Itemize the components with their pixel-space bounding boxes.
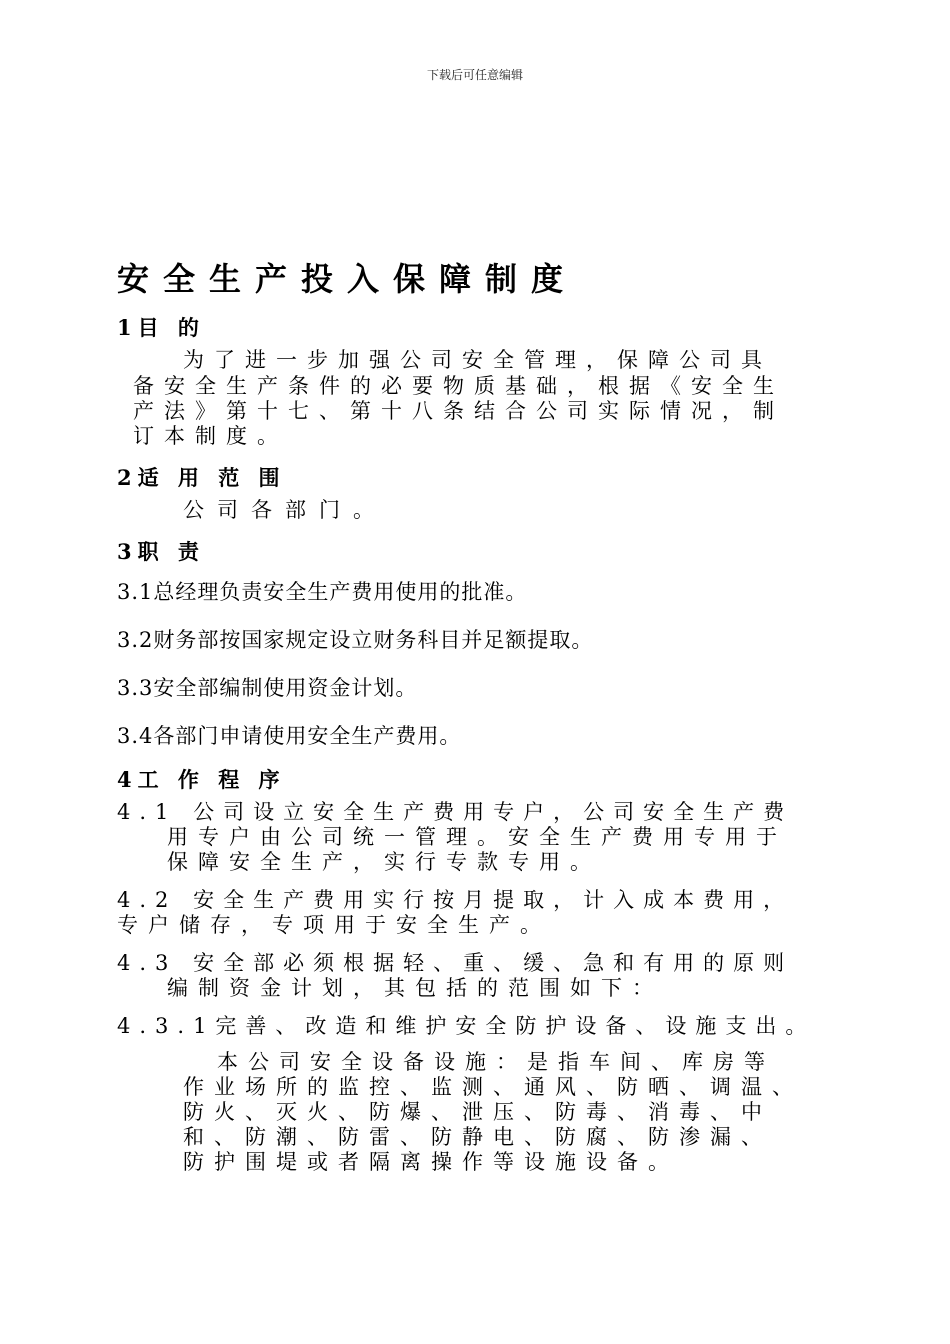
para-4-3-1-detail-2: 作业场所的监控、监测、通风、防晒、调温、 bbox=[183, 1075, 803, 1099]
section-3-item-1: 3.1总经理负责安全生产费用使用的批准。 bbox=[117, 580, 528, 604]
section-1-line-2: 备安全生产条件的必要物质基础，根据《安全生 bbox=[133, 374, 784, 398]
section-3-item-4: 3.4各部门申请使用安全生产费用。 bbox=[117, 724, 462, 748]
section-1-line-1: 为了进一步加强公司安全管理，保障公司具 bbox=[183, 348, 772, 372]
section-2-heading: 2适 用 范 围 bbox=[117, 465, 286, 490]
section-3-item-3: 3.3安全部编制使用资金计划。 bbox=[117, 676, 418, 700]
para-4-3-1-detail-5: 防护围堤或者隔离操作等设施设备。 bbox=[183, 1150, 679, 1174]
para-4-3-line-2: 编制资金计划，其包括的范围如下： bbox=[167, 976, 663, 1000]
section-2-line-1: 公司各部门。 bbox=[183, 498, 387, 522]
section-1-line-4: 订本制度。 bbox=[133, 424, 288, 448]
para-4-3-1-detail-4: 和、防潮、防雷、防静电、防腐、防渗漏、 bbox=[183, 1125, 772, 1149]
section-1-heading: 1目 的 bbox=[117, 315, 205, 340]
para-4-3-1-detail-1: 本公司安全设备设施：是指车间、库房等 bbox=[217, 1050, 775, 1074]
section-4-heading: 4工 作 程 序 bbox=[117, 767, 286, 792]
para-4-2-line-2: 专户储存，专项用于安全生产。 bbox=[117, 913, 551, 937]
para-4-3-1-detail-3: 防火、灭火、防爆、泄压、防毒、消毒、中 bbox=[183, 1100, 772, 1124]
para-4-3-1: 4.3.1完善、改造和维护安全防护设备、设施支出。 bbox=[117, 1014, 816, 1038]
para-4-1-line-2: 用专户由公司统一管理。安全生产费用专用于 bbox=[167, 825, 787, 849]
section-3-heading: 3职 责 bbox=[117, 539, 205, 564]
section-1-line-3: 产法》第十七、第十八条结合公司实际情况，制 bbox=[133, 399, 784, 423]
para-4-3-line-1: 4.3 安全部必须根据轻、重、缓、急和有用的原则 bbox=[117, 951, 794, 975]
para-4-1-line-1: 4.1 公司设立安全生产费用专户，公司安全生产费 bbox=[117, 800, 794, 824]
header-note: 下载后可任意编辑 bbox=[426, 68, 523, 82]
page-title: 安全生产投入保障制度 bbox=[117, 260, 578, 298]
para-4-2-line-1: 4.2 安全生产费用实行按月提取，计入成本费用， bbox=[117, 888, 794, 912]
para-4-1-line-3: 保障安全生产，实行专款专用。 bbox=[167, 850, 601, 874]
section-3-item-2: 3.2财务部按国家规定设立财务科目并足额提取。 bbox=[117, 628, 594, 652]
